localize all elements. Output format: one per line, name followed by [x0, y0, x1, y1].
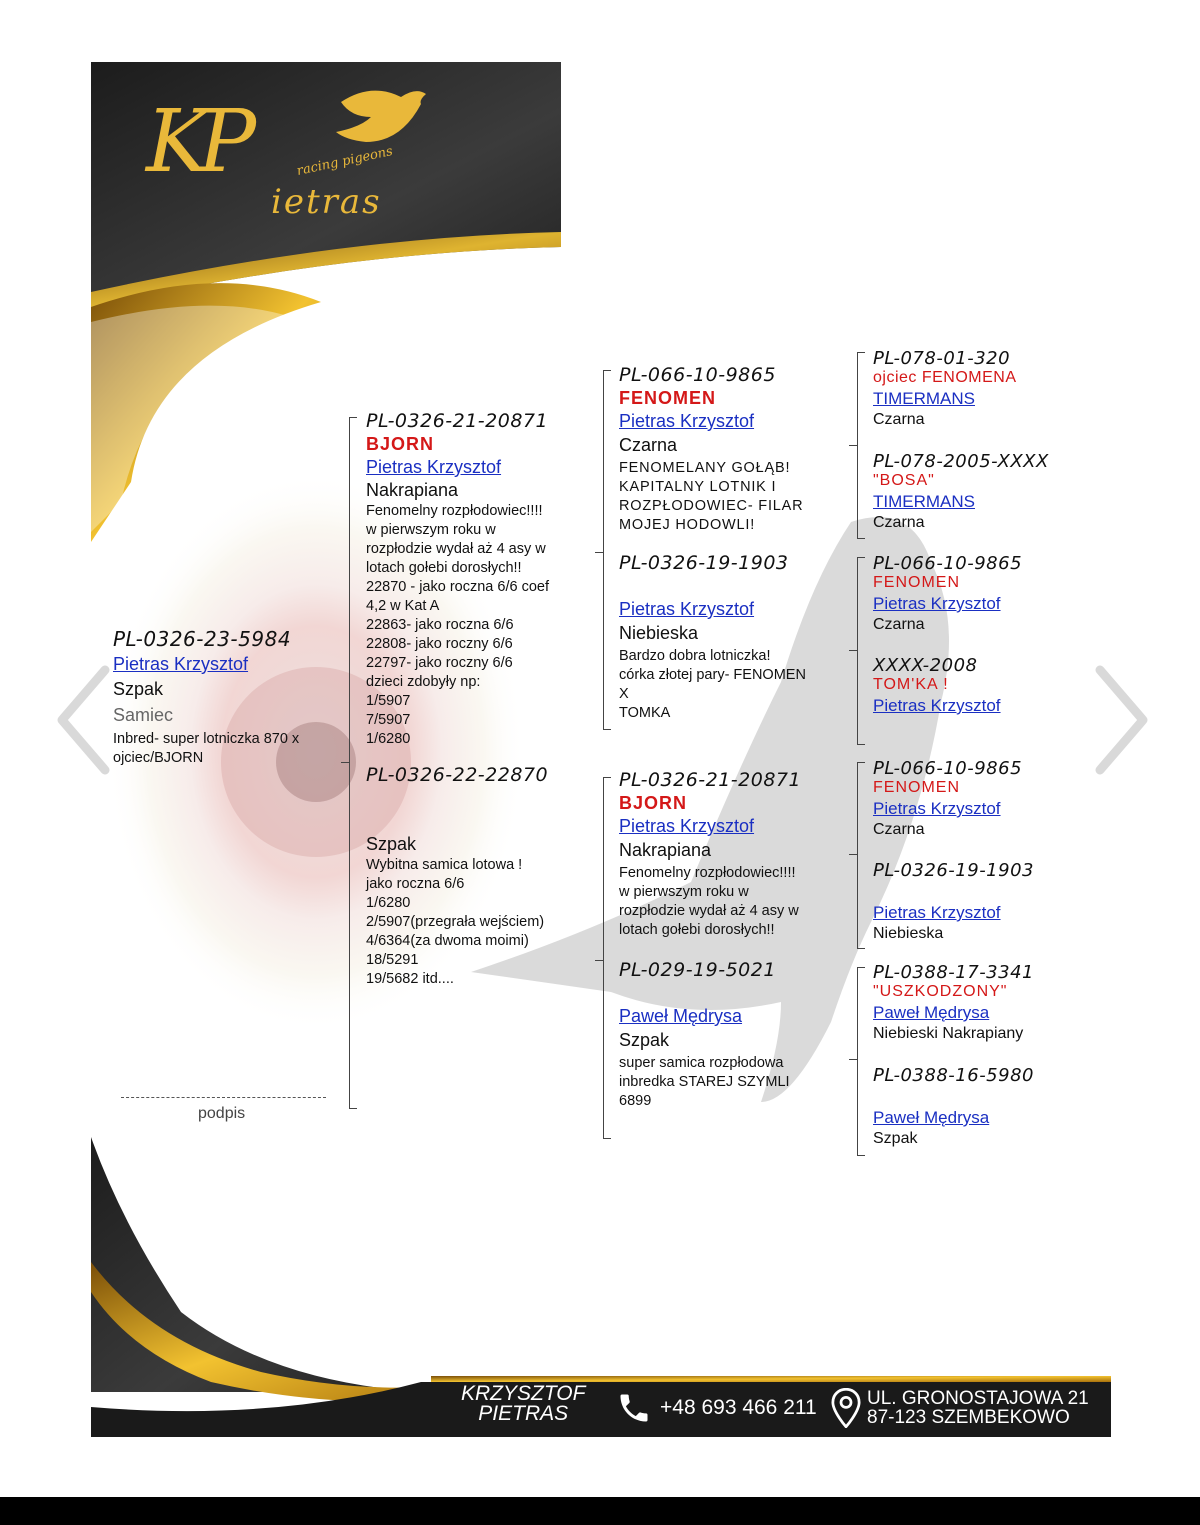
great-grandparent-owner-link[interactable]: TIMERMANS: [873, 492, 975, 511]
great-grandparent-ring: PL-066-10-9865: [873, 553, 1023, 574]
pedigree-card: [91, 62, 1111, 1437]
sire-ring: PL-0326-21-20871: [366, 410, 549, 432]
great-grandparent-name: FENOMEN: [873, 574, 960, 591]
dam-node: [366, 764, 596, 989]
dam-description: Wybitna samica lotowa ! jako roczna 6/6 1/6280 2/5907(przegrała wejściem) 4/6364(za dwoma moimi) 18/5291 19/5682 itd....: [366, 857, 545, 987]
chevron-left-icon: [50, 660, 120, 780]
great-grandparent-ring: XXXX-2008: [873, 655, 978, 676]
great-grandparent-name: FENOMEN: [873, 779, 960, 796]
grandparent-ring: PL-0326-19-1903: [619, 552, 789, 574]
sire-owner-link[interactable]: Pietras Krzysztof: [366, 457, 502, 477]
brand-monogram: KP: [146, 92, 245, 192]
bracket-tick: [849, 650, 857, 651]
grandparent-color: Niebieska: [619, 623, 699, 643]
grandparent-name: BJORN: [619, 793, 688, 813]
sire-node: [366, 410, 596, 749]
grandparent-description: Fenomelny rozpłodowiec!!!! w pierwszym roku w rozpłodzie wydał aż 4 asy w lotach gołebi dorosłych!!: [619, 865, 799, 938]
great-grandparent-ring: PL-0388-17-3341: [873, 962, 1034, 983]
brand-tagline: racing pigeons: [295, 144, 395, 179]
footer-address: [867, 1389, 1089, 1427]
great-grandparent-owner-link[interactable]: Paweł Mędrysa: [873, 1003, 990, 1022]
subject-sex: Samiec: [113, 705, 174, 725]
footer-address-line2: 87-123 SZEMBEKOWO: [867, 1407, 1070, 1428]
footer-name: [461, 1384, 585, 1424]
dam-ring: PL-0326-22-22870: [366, 764, 549, 786]
great-grandparent-color: Niebieski Nakrapiany: [873, 1025, 1024, 1042]
grandparent-owner-link[interactable]: Pietras Krzysztof: [619, 411, 755, 431]
great-grandparent-ring: PL-0388-16-5980: [873, 1065, 1034, 1086]
subject-description: Inbred- super lotniczka 870 x ojciec/BJORN: [113, 731, 300, 766]
grandparent-color: Nakrapiana: [619, 840, 712, 860]
bracket-ggp-3: [857, 762, 865, 949]
sire-color: Nakrapiana: [366, 480, 459, 500]
swoosh-dark-bottom: [91, 1137, 421, 1392]
great-grandparent-node-5: [873, 758, 1108, 839]
great-grandparent-color: Czarna: [873, 514, 925, 531]
great-grandparent-owner-link[interactable]: Pietras Krzysztof: [873, 594, 1001, 613]
footer-address-line1: UL. GRONOSTAJOWA 21: [867, 1388, 1089, 1409]
chevron-right-icon: [1085, 660, 1155, 780]
carousel-next-button[interactable]: [1085, 660, 1155, 780]
great-grandparent-node-8: [873, 1065, 1108, 1148]
footer-name-line2: PIETRAS: [478, 1402, 569, 1425]
great-grandparent-name: ojciec FENOMENA: [873, 369, 1017, 386]
bracket-grandparents-dam: [603, 777, 611, 1139]
brand-logo: [146, 82, 506, 232]
subject-owner-link[interactable]: Pietras Krzysztof: [113, 654, 249, 674]
sire-description: Fenomelny rozpłodowiec!!!! w pierwszym roku w rozpłodzie wydał aż 4 asy w lotach gołebi dorosłych!! 22870 - jako roczna 6/6 coef 4,2 w Kat A 22863- jako roczna 6/6 22808- jako roczny 6/6 22797- jako roczny 6/6 dzieci zdobyły np: 1/5907 7/5907 1/6280: [366, 503, 549, 747]
great-grandparent-ring: PL-078-2005-XXXX: [873, 451, 1049, 472]
great-grandparent-color: Szpak: [873, 1130, 918, 1147]
subject-ring: PL-0326-23-5984: [113, 627, 292, 651]
system-navigation-bar: [0, 1497, 1200, 1525]
grandparent-ring: PL-066-10-9865: [619, 364, 776, 386]
grandparent-node-3: [619, 769, 849, 940]
great-grandparent-ring: PL-066-10-9865: [873, 758, 1023, 779]
grandparent-color: Czarna: [619, 435, 678, 455]
great-grandparent-node-2: [873, 451, 1108, 532]
grandparent-owner-link[interactable]: Pietras Krzysztof: [619, 816, 755, 836]
bracket-ggp-2: [857, 557, 865, 745]
great-grandparent-color: Niebieska: [873, 925, 944, 942]
footer-phone[interactable]: +48 693 466 211: [660, 1396, 817, 1419]
great-grandparent-color: Czarna: [873, 616, 925, 633]
great-grandparent-color: Czarna: [873, 821, 925, 838]
grandparent-node-1: [619, 364, 849, 535]
phone-icon: [616, 1390, 652, 1426]
sire-name: BJORN: [366, 434, 435, 454]
bracket-ggp-4: [857, 967, 865, 1156]
great-grandparent-name: TOM'KA !: [873, 676, 949, 693]
great-grandparent-ring: PL-0326-19-1903: [873, 860, 1034, 881]
great-grandparent-color: Czarna: [873, 411, 925, 428]
grandparent-ring: PL-0326-21-20871: [619, 769, 802, 791]
great-grandparent-owner-link[interactable]: Pietras Krzysztof: [873, 799, 1001, 818]
grandparent-color: Szpak: [619, 1030, 670, 1050]
great-grandparent-node-4: [873, 655, 1108, 718]
grandparent-owner-link[interactable]: Pietras Krzysztof: [619, 599, 755, 619]
grandparent-description: super samica rozpłodowa inbredka STAREJ SZYMLI 6899: [619, 1055, 790, 1109]
grandparent-node-4: [619, 959, 849, 1111]
great-grandparent-owner-link[interactable]: Pietras Krzysztof: [873, 903, 1001, 922]
grandparent-name: FENOMEN: [619, 388, 716, 408]
carousel-prev-button[interactable]: [50, 660, 120, 780]
grandparent-ring: PL-029-19-5021: [619, 959, 776, 981]
great-grandparent-node-1: [873, 348, 1108, 429]
bracket-tick: [849, 1059, 857, 1060]
bracket-grandparents-sire: [603, 370, 611, 730]
grandparent-description: FENOMELANY GOŁĄB! KAPITALNY LOTNIK I ROZPŁODOWIEC- FILAR MOJEJ HODOWLI!: [619, 460, 804, 533]
bracket-tick: [341, 762, 349, 763]
brand-name: ietras: [271, 182, 382, 222]
great-grandparent-name: "USZKODZONY": [873, 983, 1008, 1000]
great-grandparent-ring: PL-078-01-320: [873, 348, 1011, 369]
grandparent-node-2: [619, 552, 849, 723]
dam-color: Szpak: [366, 834, 417, 854]
bracket-tick: [849, 854, 857, 855]
grandparent-description: Bardzo dobra lotniczka! córka złotej pary- FENOMEN X TOMKA: [619, 648, 806, 721]
great-grandparent-node-6: [873, 860, 1108, 943]
great-grandparent-owner-link[interactable]: Pietras Krzysztof: [873, 696, 1001, 715]
subject-color: Szpak: [113, 679, 164, 699]
great-grandparent-owner-link[interactable]: TIMERMANS: [873, 389, 975, 408]
signature-label: podpis: [198, 1105, 246, 1122]
dove-icon: [331, 82, 441, 152]
grandparent-owner-link[interactable]: Paweł Mędrysa: [619, 1006, 743, 1026]
great-grandparent-node-7: [873, 962, 1108, 1043]
bracket-tick: [595, 552, 603, 553]
location-pin-icon: [831, 1388, 861, 1428]
great-grandparent-name: "BOSA": [873, 472, 935, 489]
great-grandparent-node-3: [873, 553, 1108, 634]
great-grandparent-owner-link[interactable]: Paweł Mędrysa: [873, 1108, 990, 1127]
bracket-tick: [595, 960, 603, 961]
bracket-ggp-1: [857, 352, 865, 539]
bracket-tick: [849, 445, 857, 446]
subject-pigeon: [113, 627, 348, 768]
bracket-parents: [349, 417, 357, 1109]
signature-line: [121, 1097, 326, 1098]
footer-name-line1: KRZYSZTOF: [461, 1382, 586, 1405]
